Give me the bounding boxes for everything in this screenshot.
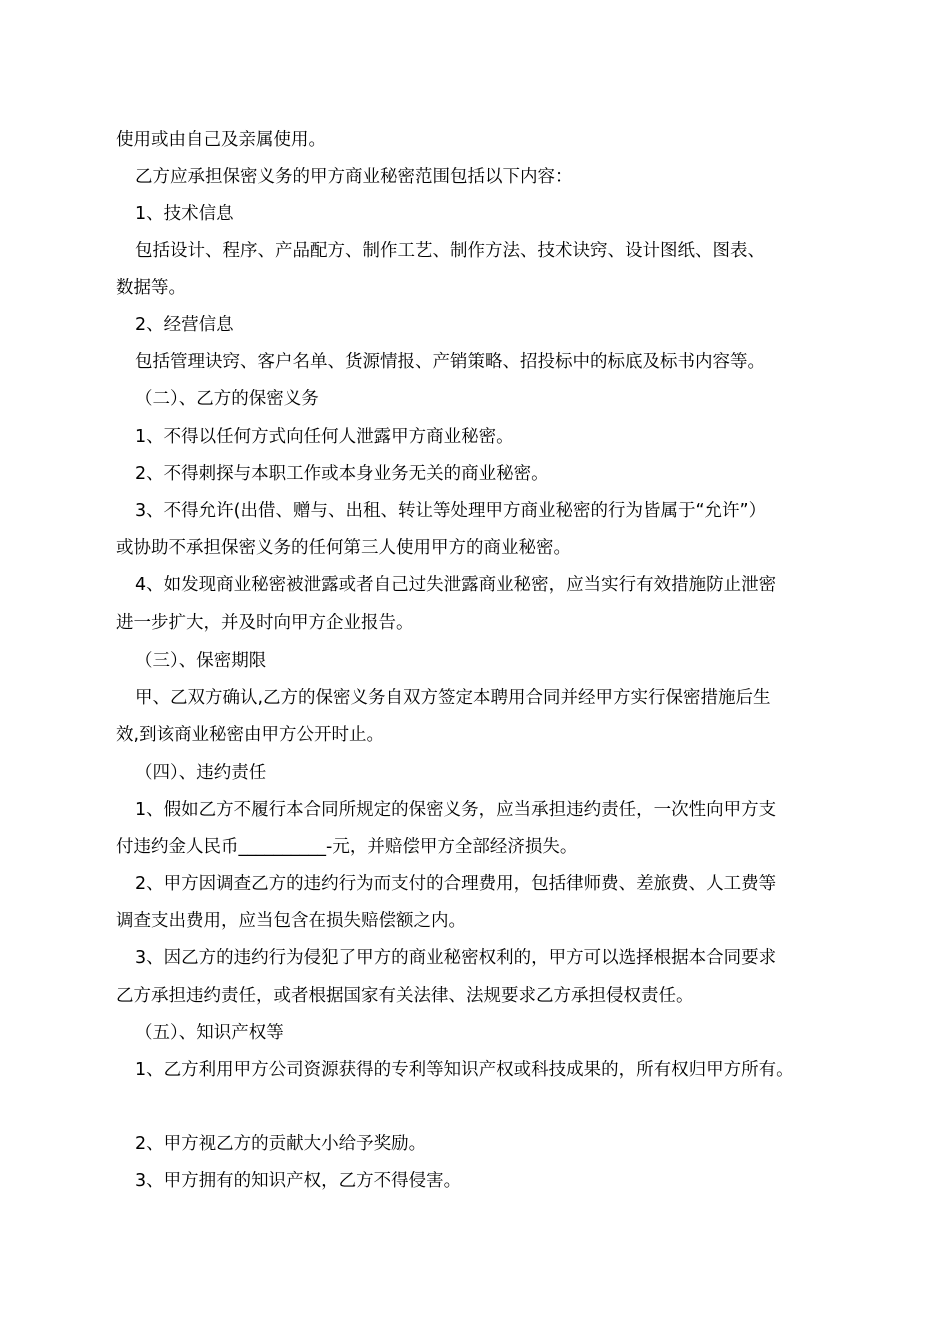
text-line: 3、因乙方的违约行为侵犯了甲方的商业秘密权利的，甲方可以选择根据本合同要求 xyxy=(135,948,777,968)
text-line: 包括设计、程序、产品配方、制作工艺、制作方法、技术诀窍、设计图纸、图表、 xyxy=(135,241,765,261)
text-line: 2、不得刺探与本职工作或本身业务无关的商业秘密。 xyxy=(135,464,549,484)
text-line: 1、不得以任何方式向任何人泄露甲方商业秘密。 xyxy=(135,427,514,447)
section-heading: （二）、乙方的保密义务 xyxy=(135,389,319,409)
text-line: 4、如发现商业秘密被泄露或者自己过失泄露商业秘密，应当实行有效措施防止泄密 xyxy=(135,575,777,595)
section-heading: （四）、违约责任 xyxy=(135,763,267,783)
text-line: 使用或由自己及亲属使用。 xyxy=(116,130,326,150)
section-heading: （五）、知识产权等 xyxy=(135,1023,284,1043)
text-line: 数据等。 xyxy=(116,278,186,298)
section-heading: （三）、保密期限 xyxy=(135,651,267,671)
text-line: 效,到该商业秘密由甲方公开时止。 xyxy=(116,725,385,745)
text-line: 进一步扩大，并及时向甲方企业报告。 xyxy=(116,613,414,633)
text-line: 2、甲方因调查乙方的违约行为而支付的合理费用，包括律师费、差旅费、人工费等 xyxy=(135,874,777,894)
text-line: 调查支出费用，应当包含在损失赔偿额之内。 xyxy=(116,911,466,931)
text-line: 2、经营信息 xyxy=(135,315,234,335)
text-line: 3、甲方拥有的知识产权，乙方不得侵害。 xyxy=(135,1171,462,1191)
text-line: 乙方应承担保密义务的甲方商业秘密范围包括以下内容： xyxy=(135,167,573,187)
text-line: 1、乙方利用甲方公司资源获得的专利等知识产权或科技成果的，所有权归甲方所有。 xyxy=(135,1060,794,1080)
text-line: 1、假如乙方不履行本合同所规定的保密义务，应当承担违约责任，一次性向甲方支 xyxy=(135,800,777,820)
text-line: 2、甲方视乙方的贡献大小给予奖励。 xyxy=(135,1134,427,1154)
text-line: 甲、乙双方确认,乙方的保密义务自双方签定本聘用合同并经甲方实行保密措施后生 xyxy=(135,688,771,708)
text-line: 3、不得允许(出借、赠与、出租、转让等处理甲方商业秘密的行为皆属于“允许”） xyxy=(135,501,767,521)
text-line: 乙方承担违约责任，或者根据国家有关法律、法规要求乙方承担侵权责任。 xyxy=(116,986,694,1006)
text-line: 包括管理诀窍、客户名单、货源情报、产销策略、招投标中的标底及标书内容等。 xyxy=(135,352,765,372)
text-line: 付违约金人民币__________-元，并赔偿甲方全部经济损失。 xyxy=(116,837,578,857)
text-line: 或协助不承担保密义务的任何第三人使用甲方的商业秘密。 xyxy=(116,538,571,558)
text-line: 1、技术信息 xyxy=(135,204,234,224)
